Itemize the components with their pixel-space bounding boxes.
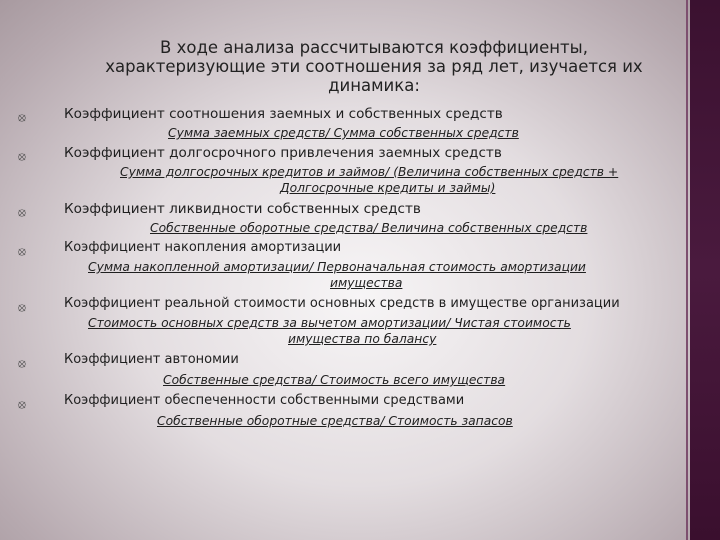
title-line-2: характеризующие эти соотношения за ряд лет, изучается их [105,57,643,76]
slide-title [60,38,688,95]
title-line-3: динамика: [328,76,420,95]
item-2-label: Коэффициент долгосрочного привлечения заемных средств [64,145,502,161]
bullet-icon: ⦻ [18,356,26,370]
item-1-label: Коэффициент соотношения заемных и собственных средств [64,106,503,122]
bullet-icon: ⦻ [18,149,26,163]
item-4-formula-line-2: имущества [330,276,403,290]
bullet-icon: ⦻ [18,397,26,411]
item-5-formula-line-2: имущества по балансу [288,332,437,346]
bullet-icon: ⦻ [18,205,26,219]
item-6-label: Коэффициент автономии [64,352,239,367]
item-2-formula-line-2: Долгосрочные кредиты и займы) [280,181,496,195]
item-6-formula: Собственные средства/ Стоимость всего имущества [163,373,506,387]
side-decorative-bar [690,0,720,540]
item-7-label: Коэффициент обеспеченности собственными средствами [64,393,465,408]
title-line-1: В ходе анализа рассчитываются коэффициенты, [160,38,588,57]
bullet-icon: ⦻ [18,300,26,314]
bullet-icon: ⦻ [18,244,26,258]
item-5-label: Коэффициент реальной стоимости основных средств в имуществе организации [64,296,620,311]
item-4-label: Коэффициент накопления амортизации [64,240,342,255]
item-1-formula: Сумма заемных средств/ Сумма собственных средств [168,126,519,140]
item-2-formula-line-1: Сумма долгосрочных кредитов и займов/ (Величина собственных средств + [120,165,619,179]
item-5-formula-line-1: Стоимость основных средств за вычетом амортизации/ Чистая стоимость [88,316,571,330]
item-7-formula: Собственные оборотные средства/ Стоимость запасов [157,414,513,428]
item-3-formula: Собственные оборотные средства/ Величина собственных средств [150,221,588,235]
item-4-formula-line-1: Сумма накопленной амортизации/ Первоначальная стоимость амортизации [88,260,586,274]
bullet-icon: ⦻ [18,110,26,124]
item-3-label: Коэффициент ликвидности собственных средств [64,201,421,217]
